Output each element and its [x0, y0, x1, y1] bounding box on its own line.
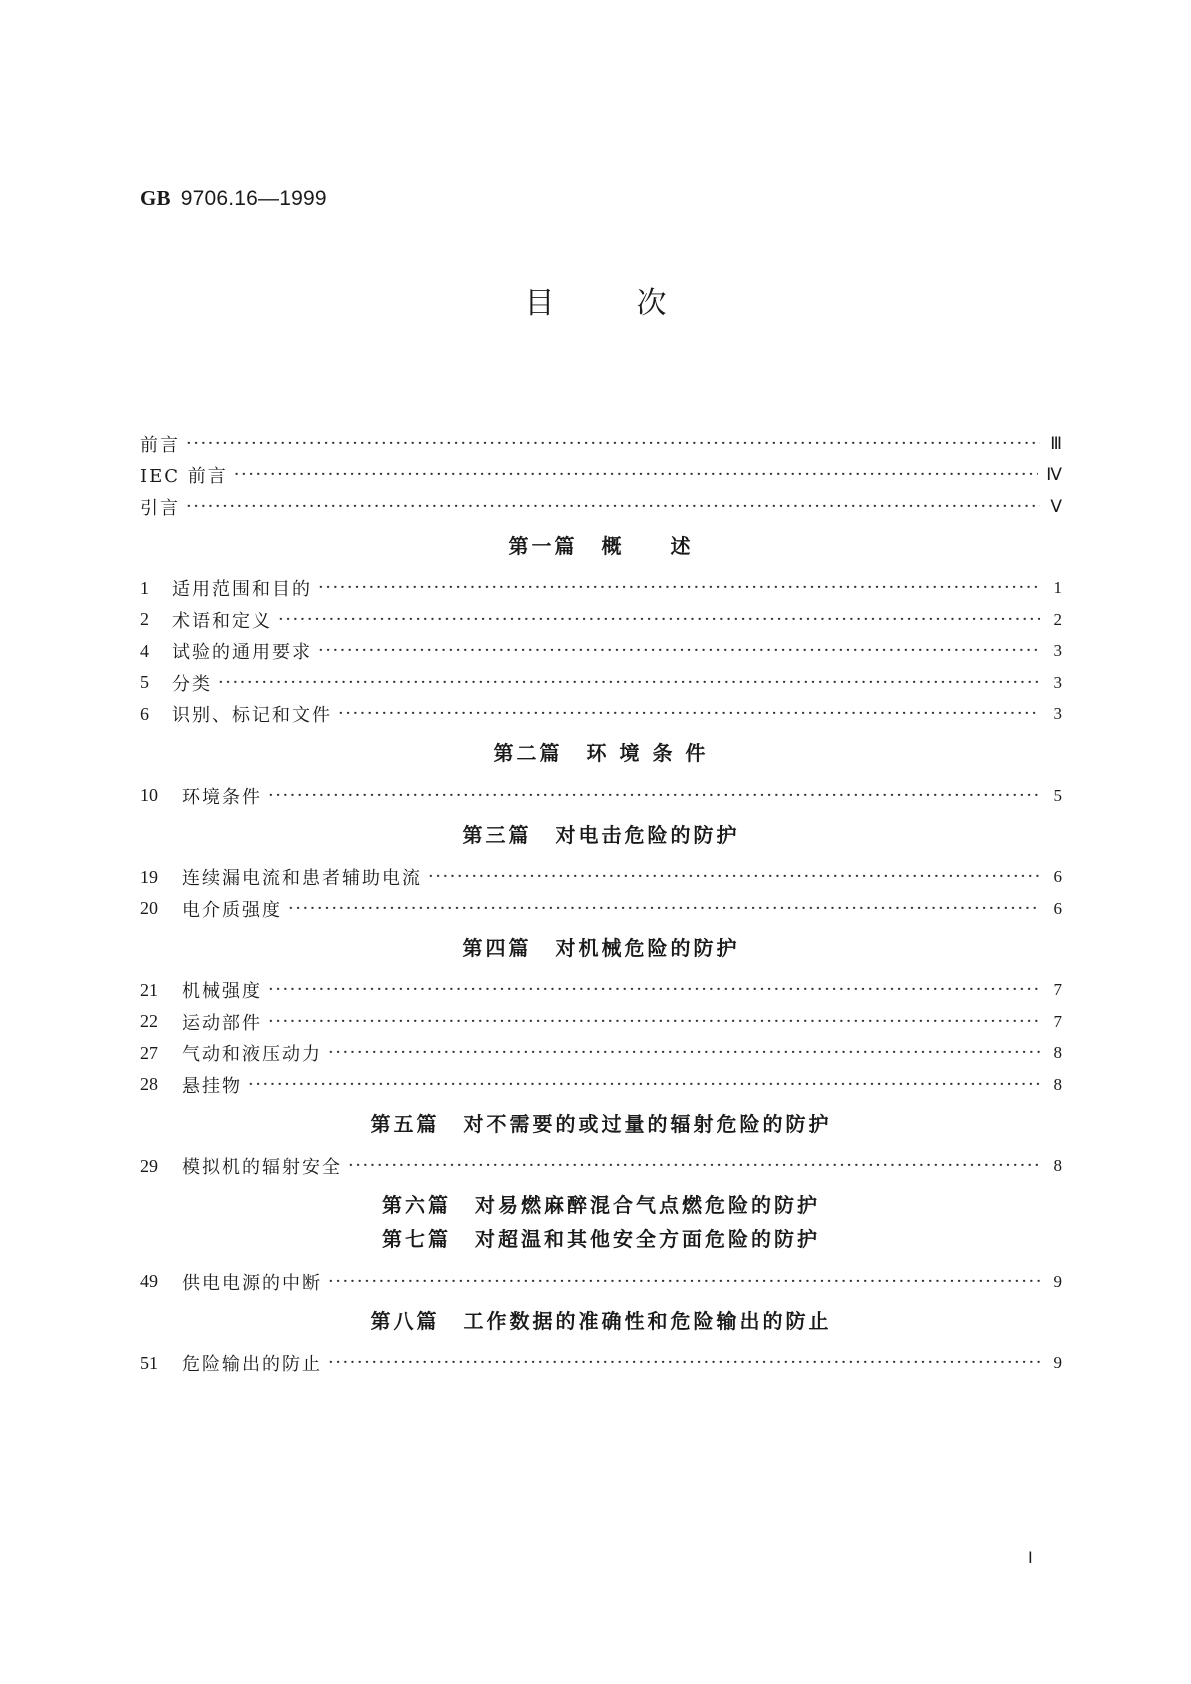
leader-dots [288, 899, 1040, 919]
leader-dots [318, 578, 1040, 598]
toc-entry-label: IEC 前言 [140, 466, 228, 488]
clause-number: 29 [140, 1155, 158, 1176]
toc-page-number: 2 [1053, 609, 1062, 629]
standard-prefix: GB [140, 186, 171, 210]
toc-entry[interactable] [140, 1038, 1062, 1070]
toc-entry[interactable] [140, 1348, 1062, 1380]
part-name: 对机械危险的防护 [555, 935, 740, 960]
leader-dots [186, 497, 1040, 517]
clause-number: 51 [140, 1352, 158, 1373]
toc-entry[interactable] [140, 1006, 1062, 1038]
clause-number: 20 [140, 898, 158, 919]
leader-dots [248, 1075, 1040, 1095]
part-number: 第八篇 [370, 1308, 440, 1333]
toc-entry-label: 适用范围和目的 [172, 579, 312, 601]
toc-entry[interactable] [140, 780, 1062, 812]
clause-number: 2 [140, 609, 149, 630]
standard-code [140, 186, 327, 211]
clause-number: 28 [140, 1074, 158, 1095]
clause-number: 22 [140, 1011, 158, 1032]
leader-dots [428, 867, 1040, 887]
toc-entry-label: 术语和定义 [172, 610, 272, 632]
part-heading-8 [140, 1304, 1062, 1338]
toc-page-number: 7 [1053, 1011, 1062, 1031]
standard-number: 9706.16—1999 [180, 187, 327, 210]
leader-dots [268, 1012, 1040, 1032]
toc-page-number: 5 [1053, 785, 1062, 805]
toc-entry[interactable] [140, 893, 1062, 925]
part-number: 第七篇 [382, 1227, 451, 1251]
part-name: 对超温和其他安全方面危险的防护 [475, 1227, 820, 1251]
part-heading-6 [140, 1188, 1062, 1222]
toc-entry[interactable] [140, 975, 1062, 1007]
toc-entry[interactable] [140, 573, 1062, 605]
leader-dots [338, 704, 1040, 724]
toc-page-number: 6 [1053, 898, 1062, 918]
part-number: 第三篇 [462, 822, 532, 847]
clause-number: 6 [140, 703, 149, 724]
part-number: 第六篇 [382, 1193, 451, 1217]
toc-entry-label: 危险输出的防止 [182, 1354, 322, 1376]
leader-dots [218, 673, 1040, 693]
leader-dots [318, 641, 1040, 661]
part-heading-4 [140, 931, 1062, 965]
clause-number: 4 [140, 640, 149, 661]
toc-page-number: 1 [1053, 578, 1062, 598]
toc-page-number: 8 [1053, 1074, 1062, 1094]
clause-number: 1 [140, 577, 149, 598]
toc-entry-label: 连续漏电流和患者辅助电流 [182, 868, 422, 890]
toc-entry-label: 前言 [140, 434, 180, 456]
part-number: 第二篇 [493, 741, 563, 765]
table-of-contents [140, 428, 1062, 1379]
clause-number: 19 [140, 866, 158, 887]
toc-entry-label: 电介质强度 [182, 899, 282, 921]
page-title: 目次 [524, 286, 749, 321]
part-heading-1 [140, 529, 1062, 563]
toc-page-number: Ⅲ [1050, 433, 1062, 453]
toc-page-number: Ⅴ [1050, 496, 1062, 516]
clause-number: 5 [140, 672, 149, 693]
part-name: 概 述 [601, 533, 694, 558]
toc-page-number: 6 [1053, 867, 1062, 887]
toc-page-number: Ⅳ [1046, 465, 1062, 485]
leader-dots [234, 465, 1039, 485]
part-number: 第五篇 [370, 1111, 440, 1136]
toc-entry[interactable] [140, 667, 1062, 699]
toc-entry-label: 运动部件 [182, 1012, 262, 1034]
part-name: 对易燃麻醉混合气点燃危险的防护 [475, 1193, 820, 1217]
leader-dots [268, 786, 1040, 806]
toc-entry[interactable] [140, 1151, 1062, 1183]
toc-entry[interactable] [140, 1266, 1062, 1298]
toc-entry-label: 引言 [140, 497, 180, 519]
leader-dots [328, 1043, 1040, 1063]
toc-page-number: 9 [1053, 1353, 1062, 1373]
toc-entry[interactable] [140, 604, 1062, 636]
leader-dots [278, 610, 1040, 630]
toc-entry-label: 环境条件 [182, 786, 262, 808]
footer-page-number: Ⅰ [1028, 1550, 1033, 1567]
leader-dots [328, 1353, 1040, 1373]
part-heading-5 [140, 1107, 1062, 1141]
toc-entry-iec-foreword[interactable] [140, 460, 1062, 492]
toc-page-number: 3 [1053, 672, 1062, 692]
toc-page-number: 3 [1053, 641, 1062, 661]
leader-dots [348, 1156, 1040, 1176]
clause-number: 21 [140, 979, 158, 1000]
toc-page-number: 7 [1053, 980, 1062, 1000]
toc-entry-introduction[interactable] [140, 491, 1062, 523]
toc-entry[interactable] [140, 636, 1062, 668]
part-name: 对不需要的或过量的辐射危险的防护 [463, 1111, 832, 1136]
toc-entry-label: 供电电源的中断 [182, 1272, 322, 1294]
toc-entry[interactable] [140, 862, 1062, 894]
clause-number: 27 [140, 1042, 158, 1063]
toc-page-number: 9 [1053, 1271, 1062, 1291]
clause-number: 10 [140, 785, 158, 806]
toc-page-number: 8 [1053, 1156, 1062, 1176]
toc-entry-label: 识别、标记和文件 [172, 705, 332, 727]
toc-entry-label: 试验的通用要求 [172, 642, 312, 664]
part-heading-3 [140, 818, 1062, 852]
leader-dots [186, 434, 1040, 454]
part-heading-2 [140, 736, 1062, 770]
toc-page-number: 8 [1053, 1043, 1062, 1063]
toc-entry[interactable] [140, 1069, 1062, 1101]
leader-dots [328, 1272, 1040, 1292]
part-number: 第一篇 [508, 533, 578, 558]
toc-entry-foreword[interactable] [140, 428, 1062, 460]
toc-entry-label: 机械强度 [182, 981, 262, 1003]
toc-entry-label: 分类 [172, 673, 212, 695]
toc-entry-label: 气动和液压动力 [182, 1044, 322, 1066]
part-name: 对电击危险的防护 [555, 822, 740, 847]
toc-page-number: 3 [1053, 704, 1062, 724]
toc-entry-label: 悬挂物 [182, 1075, 242, 1097]
leader-dots [268, 980, 1040, 1000]
part-heading-7 [140, 1222, 1062, 1256]
toc-entry-label: 模拟机的辐射安全 [182, 1157, 342, 1179]
part-name: 环 境 条 件 [586, 741, 709, 765]
part-name: 工作数据的准确性和危险输出的防止 [463, 1308, 832, 1333]
part-number: 第四篇 [462, 935, 532, 960]
clause-number: 49 [140, 1271, 158, 1292]
toc-entry[interactable] [140, 699, 1062, 731]
